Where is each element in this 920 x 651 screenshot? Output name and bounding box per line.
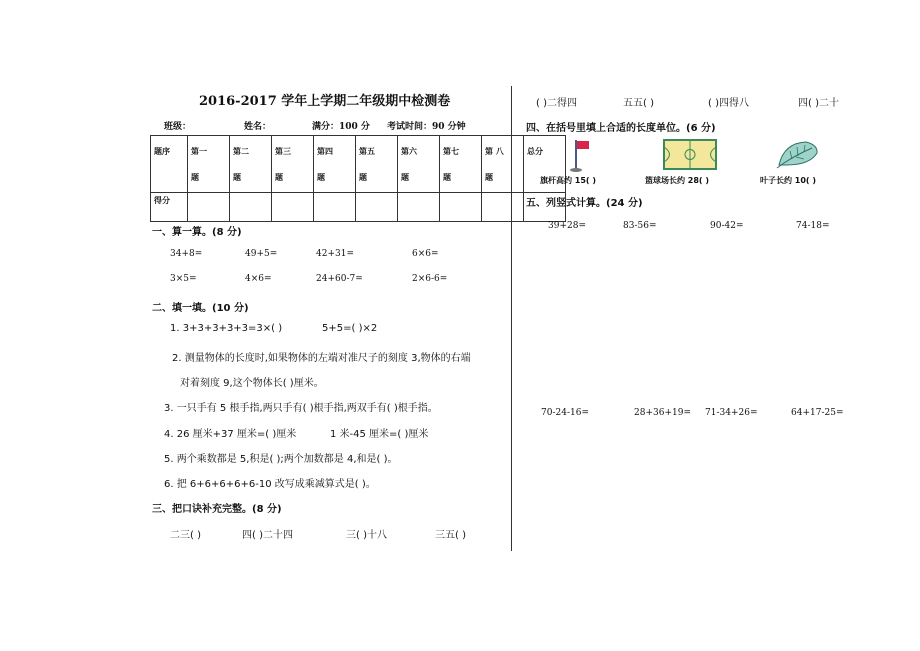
header-q4: 第四 题 [314,136,356,193]
calc-item: 4×6= [245,274,272,284]
vertical-calc-item: 64+17-25= [791,408,844,418]
calc-item: 6×6= [412,249,439,259]
score-table-header-row [151,136,566,193]
calc-item: 3×5= [170,274,197,284]
row-label-score: 得分 [151,193,188,222]
calc-item: 2×6-6= [412,274,448,284]
rhyme-item: 三五( ) [435,530,466,541]
header-total: 总分 [524,136,566,193]
fill-question-3: 3. 一只手有 5 根手指,两只手有( )根手指,两双手有( )根手指。 [164,403,438,414]
rhyme-item: ( )四得八 [708,98,749,109]
vertical-calc-item: 83-56= [623,221,657,231]
calc-item: 34+8= [170,249,203,259]
name-label: 姓名： [244,122,272,132]
vertical-calc-item: 74-18= [796,221,830,231]
score-cell[interactable] [272,193,314,222]
header-q3: 第三 题 [272,136,314,193]
section2-heading: 二、填一填。(10 分) [152,303,249,314]
section5-heading: 五、列竖式计算。(24 分) [526,198,643,209]
rhyme-item: 二三( ) [170,530,201,541]
score-cell[interactable] [398,193,440,222]
vertical-calc-item: 28+36+19= [634,408,691,418]
score-cell[interactable] [230,193,272,222]
caption-leaf: 叶子长约 10( ) [760,176,817,185]
rhyme-item: 五五( ) [623,98,654,109]
fill-question-1b: 5+5=( )×2 [322,323,378,334]
fill-question-4a: 4. 26 厘米+37 厘米=( )厘米 [164,429,297,440]
calc-item: 42+31= [316,249,354,259]
vertical-calc-item: 90-42= [710,221,744,231]
score-cell[interactable] [440,193,482,222]
score-table-score-row [151,193,566,222]
section4-heading: 四、在括号里填上合适的长度单位。(6 分) [526,123,716,134]
rhyme-item: 四( )二十 [798,98,839,109]
fill-question-4b: 1 米-45 厘米=( )厘米 [330,429,429,440]
row-label-question: 题序 [151,136,188,193]
score-cell[interactable] [482,193,524,222]
score-cell[interactable] [188,193,230,222]
calc-item: 24+60-7= [316,274,363,284]
score-cell[interactable] [314,193,356,222]
rhyme-item: ( )二得四 [536,98,577,109]
vertical-calc-item: 39+28= [548,221,586,231]
fill-question-6: 6. 把 6+6+6+6+6-10 改写成乘减算式是( )。 [164,479,376,490]
fill-question-5: 5. 两个乘数都是 5,积是( );两个加数都是 4,和是( )。 [164,454,398,465]
header-q6: 第六 题 [398,136,440,193]
fill-question-1a: 1. 3+3+3+3+3=3×( ) [170,323,283,334]
fill-question-2b: 对着刻度 9,这个物体长( )厘米。 [180,378,324,389]
score-table [150,135,566,222]
leaf-icon [776,139,820,169]
header-q7: 第七 题 [440,136,482,193]
score-cell[interactable] [356,193,398,222]
class-label: 班级： [164,122,192,132]
basketball-court-icon [663,139,717,170]
rhyme-item: 三( )十八 [346,530,387,541]
section1-heading: 一、算一算。(8 分) [152,227,242,238]
flag-icon [568,138,598,172]
header-q5: 第五 题 [356,136,398,193]
rhyme-item: 四( )二十四 [242,530,293,541]
vertical-calc-item: 70-24-16= [541,408,589,418]
header-q8: 第 八 题 [482,136,524,193]
calc-item: 49+5= [245,249,278,259]
caption-flag: 旗杆高约 15( ) [540,176,597,185]
section3-heading: 三、把口诀补充完整。(8 分) [152,504,282,515]
header-q2: 第二 题 [230,136,272,193]
full-score-label: 满分：100 分 [312,122,370,132]
page-title: 2016-2017 学年上学期二年级期中检测卷 [199,94,451,109]
caption-court: 篮球场长约 28( ) [645,176,710,185]
vertical-calc-item: 71-34+26= [705,408,758,418]
column-divider [511,86,512,551]
exam-time-label: 考试时间：90 分钟 [387,122,466,132]
header-q1: 第一 题 [188,136,230,193]
fill-question-2a: 2. 测量物体的长度时,如果物体的左端对准尺子的刻度 3,物体的右端 [172,353,471,364]
